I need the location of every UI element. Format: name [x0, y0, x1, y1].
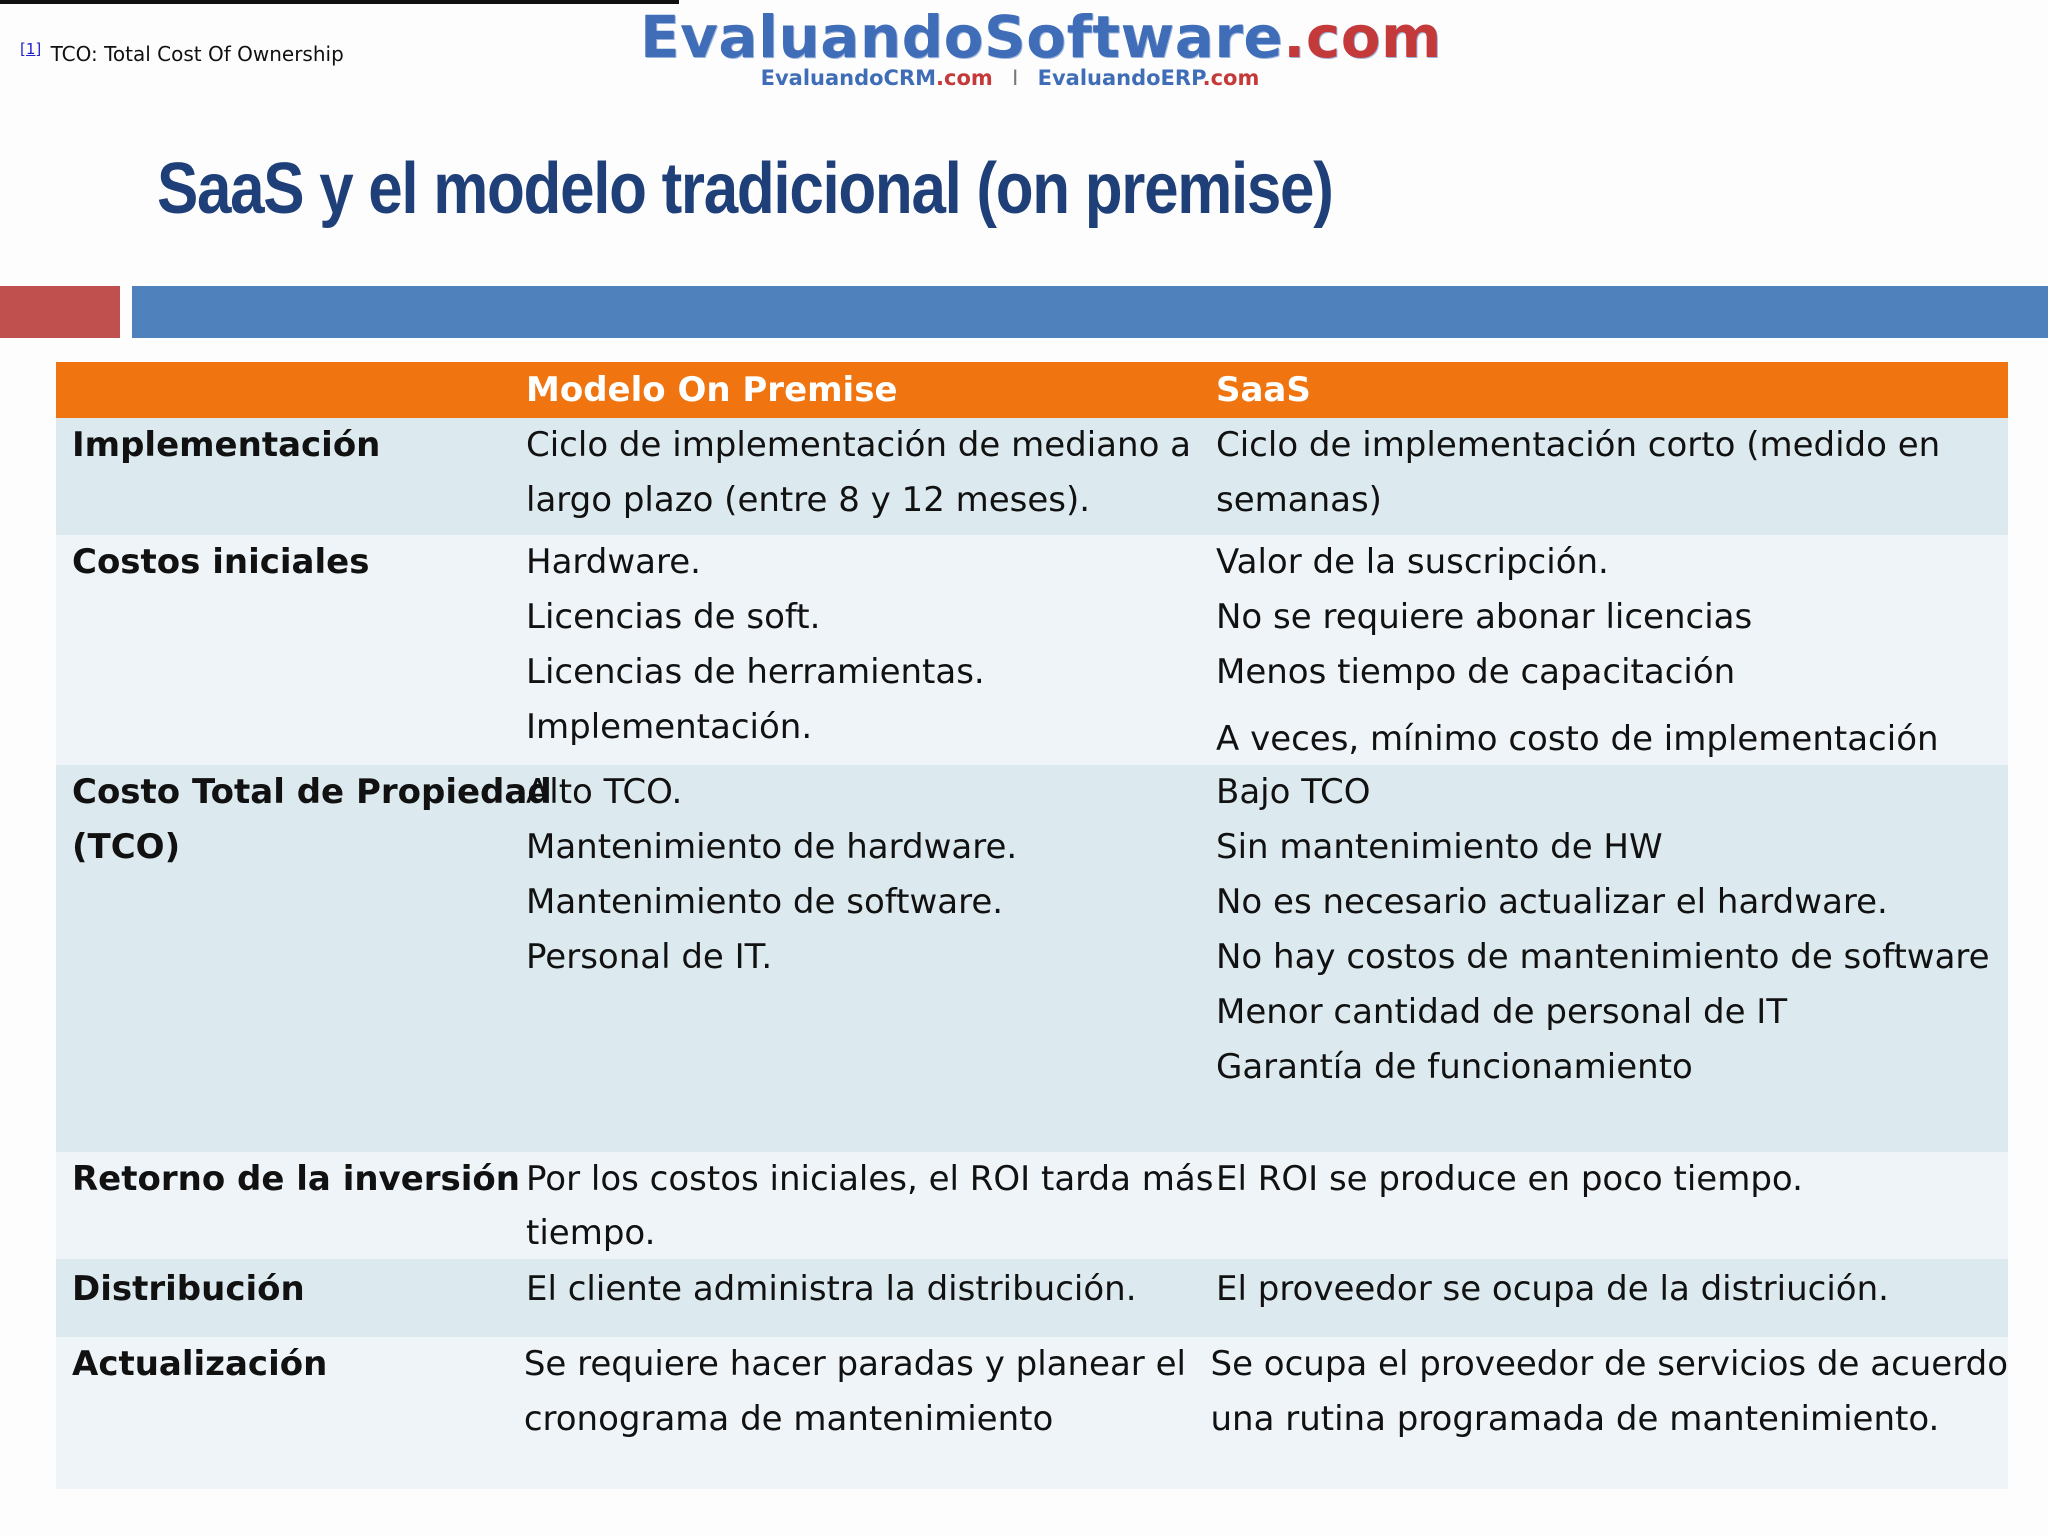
on-premise-cell	[511, 418, 1201, 535]
row-label-line: Costos iniciales	[72, 542, 370, 582]
saas-line: Menos tiempo de capacitación	[1216, 652, 1736, 692]
site-logo	[640, 3, 1442, 96]
saas-line: El proveedor se ocupa de la distriución.	[1216, 1269, 1889, 1309]
comparison-table	[56, 362, 2008, 1489]
on-premise-line: tiempo.	[526, 1213, 656, 1253]
row-label	[56, 1259, 511, 1337]
table-row	[56, 535, 2008, 765]
on-premise-line: largo plazo (entre 8 y 12 meses).	[526, 480, 1091, 520]
row-label-line: Actualización	[72, 1344, 328, 1384]
on-premise-line: Por los costos iniciales, el ROI tarda más	[526, 1159, 1214, 1199]
footnote-text: TCO: Total Cost Of Ownership	[50, 42, 344, 66]
logo-sub-erp: EvaluandoERP	[1037, 66, 1203, 90]
saas-line: No es necesario actualizar el hardware.	[1216, 882, 1888, 922]
on-premise-line: Mantenimiento de software.	[526, 882, 1004, 922]
table-row	[56, 1259, 2008, 1337]
on-premise-line: Se requiere hacer paradas y planear el	[523, 1344, 1186, 1384]
row-label-line: Implementación	[72, 425, 381, 465]
logo-separator: I	[1012, 66, 1019, 90]
saas-cell	[1201, 765, 2008, 1152]
on-premise-cell	[511, 1259, 1201, 1337]
logo-main-tld: .com	[1283, 3, 1442, 71]
saas-line: Sin mantenimiento de HW	[1216, 827, 1663, 867]
row-label	[56, 418, 511, 535]
logo-sub-crm: EvaluandoCRM	[760, 66, 937, 90]
row-label-line: Retorno de la inversión	[72, 1159, 520, 1199]
header-cell-on-premise: Modelo On Premise	[526, 370, 898, 410]
table-header-row	[56, 362, 2008, 418]
saas-line: semanas)	[1216, 480, 1382, 520]
on-premise-line: Implementación.	[526, 707, 813, 747]
header-cell-saas: SaaS	[1216, 370, 1311, 410]
logo-sub-erp-tld: .com	[1202, 66, 1260, 90]
row-label	[56, 765, 552, 1152]
saas-line: Menor cantidad de personal de IT	[1216, 992, 1788, 1032]
saas-line: El ROI se produce en poco tiempo.	[1216, 1159, 1803, 1199]
row-label-line: Distribución	[72, 1269, 305, 1309]
saas-line: Ciclo de implementación corto (medido en	[1216, 425, 1941, 465]
row-label	[56, 535, 511, 765]
accent-bar-blue	[132, 286, 2048, 338]
top-rule	[0, 0, 679, 4]
on-premise-cell	[511, 1152, 1214, 1259]
row-label	[56, 1337, 509, 1489]
table-row	[56, 1152, 2008, 1259]
on-premise-line: Hardware.	[526, 542, 701, 582]
footnote-ref-link[interactable]: [1]	[20, 40, 42, 58]
on-premise-line: Licencias de herramientas.	[526, 652, 985, 692]
saas-cell	[1201, 535, 2008, 765]
on-premise-cell	[511, 535, 1201, 765]
row-label	[56, 1152, 520, 1259]
on-premise-line: Alto TCO.	[526, 772, 683, 812]
table-row	[56, 765, 2008, 1152]
on-premise-line: El cliente administra la distribución.	[526, 1269, 1137, 1309]
saas-line: No se requiere abonar licencias	[1216, 597, 1753, 637]
table-row	[56, 418, 2008, 535]
on-premise-line: Personal de IT.	[526, 937, 773, 977]
row-label-line: (TCO)	[72, 827, 181, 867]
footnote	[20, 40, 344, 66]
logo-main-name: EvaluandoSoftware	[640, 3, 1284, 71]
on-premise-line: Mantenimiento de hardware.	[526, 827, 1018, 867]
saas-cell	[1201, 1259, 2008, 1337]
logo-main	[640, 3, 1442, 71]
saas-line: Garantía de funcionamiento	[1216, 1047, 1693, 1087]
saas-line: Bajo TCO	[1216, 772, 1371, 812]
row-label-line: Costo Total de Propiedad	[72, 772, 552, 812]
on-premise-line: Ciclo de implementación de mediano a	[526, 425, 1192, 465]
saas-line: Se ocupa el proveedor de servicios de acuerdo	[1210, 1344, 2008, 1384]
saas-line: Valor de la suscripción.	[1216, 542, 1609, 582]
on-premise-cell	[509, 1337, 1196, 1489]
saas-cell	[1201, 1152, 2008, 1259]
saas-cell	[1201, 418, 2008, 535]
on-premise-line: cronograma de mantenimiento	[523, 1399, 1054, 1439]
table-row	[56, 1337, 2008, 1489]
saas-line: una rutina programada de mantenimiento.	[1210, 1399, 1940, 1439]
on-premise-line: Licencias de soft.	[526, 597, 821, 637]
saas-cell	[1195, 1337, 2008, 1489]
logo-sub-crm-tld: .com	[936, 66, 993, 90]
saas-line: No hay costos de mantenimiento de software	[1216, 937, 1990, 977]
saas-line: A veces, mínimo costo de implementación	[1216, 719, 1939, 759]
accent-bar-red	[0, 286, 120, 338]
on-premise-cell	[511, 765, 1201, 1152]
slide-title: SaaS y el modelo tradicional (on premise)	[157, 149, 1333, 229]
